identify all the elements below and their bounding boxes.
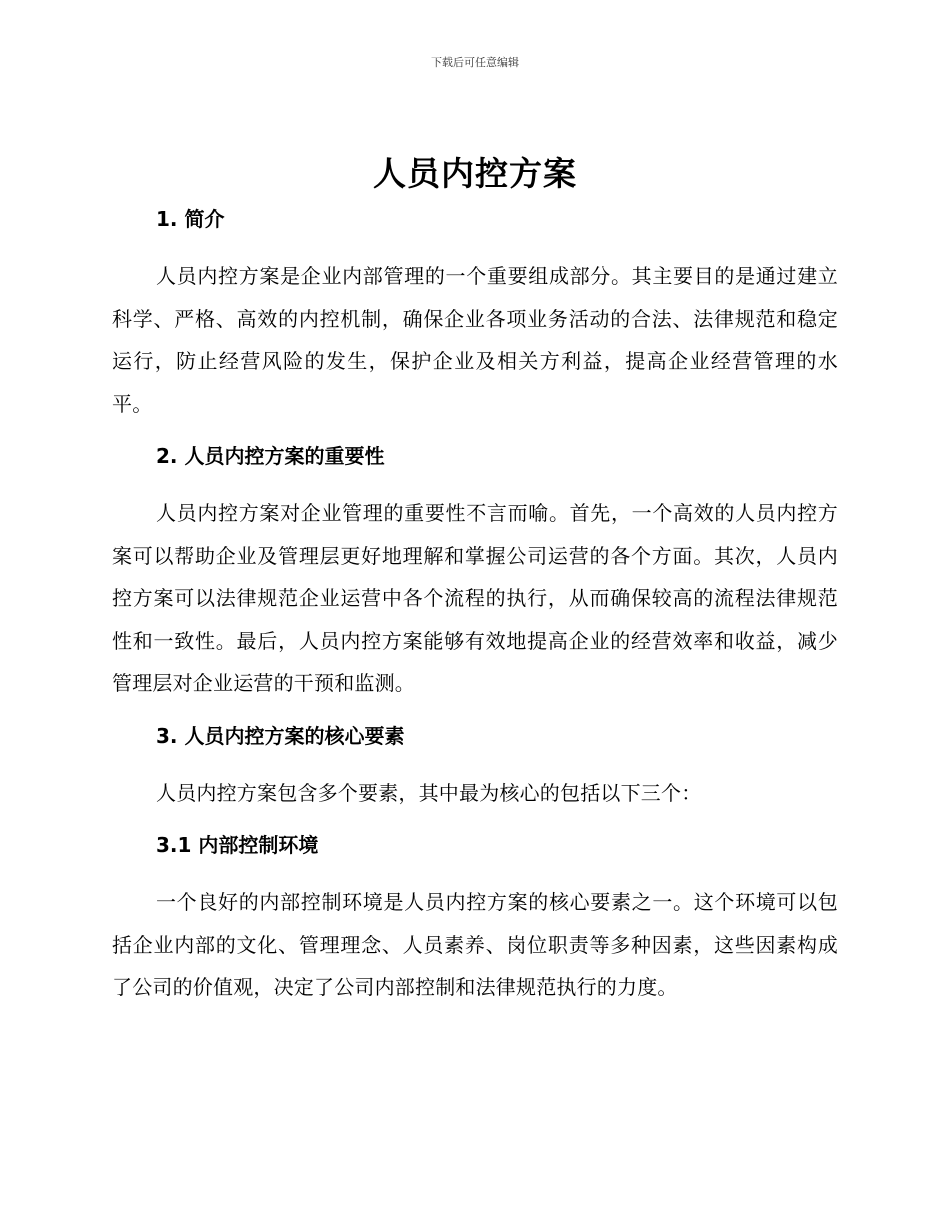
section-paragraph: 人员内控方案包含多个要素，其中最为核心的包括以下三个： bbox=[156, 780, 702, 805]
page-header-note: 下载后可任意编辑 bbox=[431, 56, 519, 69]
section-heading: 1. 简介 bbox=[156, 207, 225, 231]
section-intro bbox=[112, 202, 838, 425]
section-paragraph: 一个良好的内部控制环境是人员内控方案的核心要素之一。这个环境可以包括企业内部的文化、管理理念、人员素养、岗位职责等多种因素，这些因素构成了公司的价值观，决定了公司内部控制和法律规范执行的力度。 bbox=[112, 890, 838, 999]
document-body bbox=[112, 202, 838, 1023]
section-heading: 2. 人员内控方案的重要性 bbox=[156, 444, 385, 468]
section-heading: 3.1 内部控制环境 bbox=[156, 833, 319, 857]
document-title: 人员内控方案 bbox=[373, 154, 577, 193]
section-heading: 3. 人员内控方案的核心要素 bbox=[156, 723, 405, 748]
section-core-elements bbox=[112, 719, 838, 815]
section-importance bbox=[112, 439, 838, 705]
section-internal-control-environment bbox=[112, 828, 838, 1009]
section-paragraph: 人员内控方案是企业内部管理的一个重要组成部分。其主要目的是通过建立科学、严格、高效的内控机制，确保企业各项业务活动的合法、法律规范和稳定运行，防止经营风险的发生，保护企业及相关方利益，提高企业经营管理的水平。 bbox=[112, 264, 838, 416]
section-paragraph: 人员内控方案对企业管理的重要性不言而喻。首先，一个高效的人员内控方案可以帮助企业及管理层更好地理解和掌握公司运营的各个方面。其次，人员内控方案可以法律规范企业运营中各个流程的执行，从而确保较高的流程法律规范性和一致性。最后，人员内控方案能够有效地提高企业的经营效率和收益，减少管理层对企业运营的干预和监测。 bbox=[112, 501, 838, 695]
